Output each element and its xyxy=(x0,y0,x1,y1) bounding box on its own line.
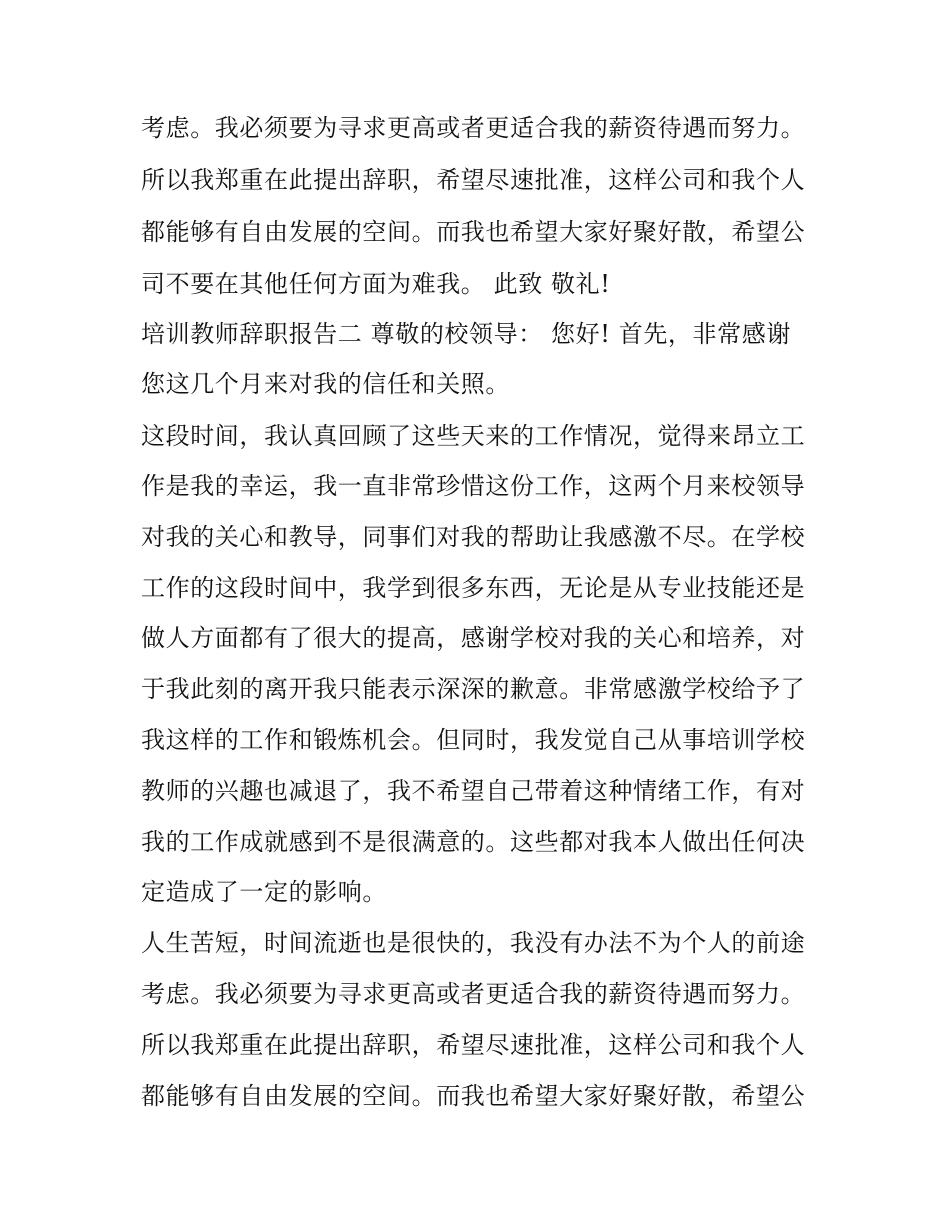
text-line: 您这几个月来对我的信任和关照。 xyxy=(141,370,510,398)
text-line: 人生苦短，时间流逝也是很快的，我没有办法不为个人的前途 xyxy=(141,929,806,957)
text-line: 定造成了一定的影响。 xyxy=(141,878,387,906)
text-line: 考虑。我必须要为寻求更高或者更适合我的薪资待遇而努力。 xyxy=(141,114,806,142)
text-line: 这段时间，我认真回顾了这些天来的工作情况，觉得来昂立工 xyxy=(141,422,806,450)
text-line: 作是我的幸运，我一直非常珍惜这份工作，这两个月来校领导 xyxy=(141,472,806,500)
text-line: 所以我郑重在此提出辞职，希望尽速批准，这样公司和我个人 xyxy=(141,166,806,194)
text-line: 培训教师辞职报告二 尊敬的校领导： 您好! 首先，非常感谢 xyxy=(141,320,791,348)
text-line: 于我此刻的离开我只能表示深深的歉意。非常感激学校给予了 xyxy=(141,675,806,703)
text-line: 司不要在其他任何方面为难我。 此致 敬礼! xyxy=(141,270,611,298)
text-line: 我这样的工作和锻炼机会。但同时，我发觉自己从事培训学校 xyxy=(141,726,806,754)
text-line: 教师的兴趣也减退了，我不希望自己带着这种情绪工作，有对 xyxy=(141,777,806,805)
text-line: 考虑。我必须要为寻求更高或者更适合我的薪资待遇而努力。 xyxy=(141,980,806,1008)
text-line: 工作的这段时间中，我学到很多东西，无论是从专业技能还是 xyxy=(141,574,806,602)
text-line: 都能够有自由发展的空间。而我也希望大家好聚好散，希望公 xyxy=(141,218,806,246)
text-line: 所以我郑重在此提出辞职，希望尽速批准，这样公司和我个人 xyxy=(141,1031,806,1059)
text-line: 对我的关心和教导，同事们对我的帮助让我感激不尽。在学校 xyxy=(141,523,806,551)
text-line: 做人方面都有了很大的提高，感谢学校对我的关心和培养，对 xyxy=(141,624,806,652)
text-line: 我的工作成就感到不是很满意的。这些都对我本人做出任何决 xyxy=(141,828,806,856)
text-line: 都能够有自由发展的空间。而我也希望大家好聚好散，希望公 xyxy=(141,1082,806,1110)
